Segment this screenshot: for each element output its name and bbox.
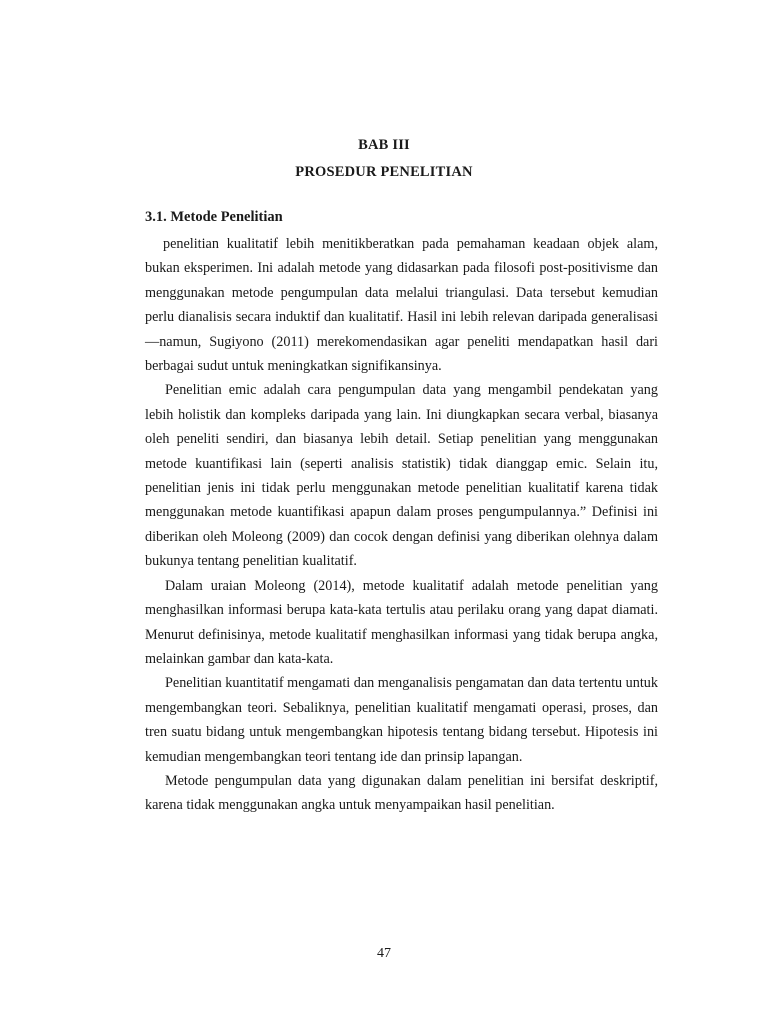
paragraph: Penelitian emic adalah cara pengumpulan data yang mengambil pendekatan yang lebih holistik dan kompleks daripada yang lain. Ini diungkapkan secara verbal, biasanya oleh peneliti sendiri, dan biasanya lebih detail. Setiap penelitian yang menggunakan metode kuantifikasi lain (seperti analisis statistik) tidak dianggap emic. Selain itu, penelitian jenis ini tidak perlu menggunakan metode penelitian kualitatif karena tidak menggunakan metode kuantifikasi apapun dalam proses pengumpulannya.” Definisi ini diberikan oleh Moleong (2009) dan cocok dengan definisi yang diberikan olehnya dalam bukunya tentang penelitian kualitatif. xyxy=(145,382,658,570)
paragraph: Dalam uraian Moleong (2014), metode kualitatif adalah metode penelitian yang menghasilkan informasi berupa kata-kata tertulis atau perilaku orang yang dapat diamati. Menurut definisinya, metode kualitatif menghasilkan informasi yang tidak berupa angka, melainkan gambar dan kata-kata. xyxy=(145,577,658,667)
chapter-title: PROSEDUR PENELITIAN xyxy=(295,164,473,180)
paragraph: penelitian kualitatif lebih menitikberatkan pada pemahaman keadaan objek alam, bukan eksperimen. Ini adalah metode yang didasarkan pada filosofi post-positivisme dan menggunakan metode pengumpulan data melalui triangulasi. Data tersebut kemudian perlu dianalisis secara induktif dan kualitatif. Hasil ini lebih relevan daripada generalisasi—namun, Sugiyono (2011) merekomendasikan agar peneliti mendapatkan hasil dari berbagai sudut untuk meningkatkan signifikansinya. xyxy=(145,236,658,375)
body-text xyxy=(145,232,658,818)
paragraph: Metode pengumpulan data yang digunakan dalam penelitian ini bersifat deskriptif, karena tidak menggunakan angka untuk menyampaikan hasil penelitian. xyxy=(145,772,658,814)
chapter-number: BAB III xyxy=(358,137,410,153)
section-heading: 3.1. Metode Penelitian xyxy=(145,209,283,225)
page-number: 47 xyxy=(377,946,391,961)
paragraph: Penelitian kuantitatif mengamati dan menganalisis pengamatan dan data tertentu untuk mengembangkan teori. Sebaliknya, penelitian kualitatif mengamati operasi, proses, dan tren suatu bidang untuk mengembangkan hipotesis tentang bidang tersebut. Hipotesis ini kemudian mengembangkan teori tentang ide dan prinsip lapangan. xyxy=(145,675,658,765)
